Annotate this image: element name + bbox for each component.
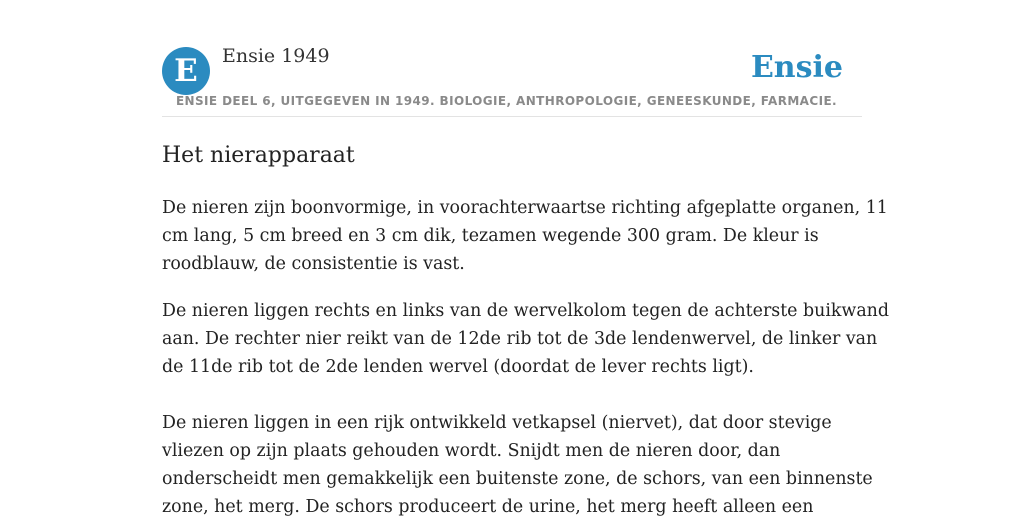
paragraph-line: De nieren liggen rechts en links van de wervelkolom tegen de achterste buikwand bbox=[162, 301, 890, 321]
paragraph-line: roodblauw, de consistentie is vast. bbox=[162, 254, 465, 274]
paragraph-3 bbox=[162, 409, 873, 521]
article-title: Het nierapparaat bbox=[162, 143, 355, 168]
paragraph-line: de 11de rib tot de 2de lenden wervel (doordat de lever rechts ligt). bbox=[162, 357, 754, 377]
paragraph-line: onderscheidt men gemakkelijk een buitenste zone, de schors, van een binnenste bbox=[162, 469, 873, 489]
paragraph-line: zone, het merg. De schors produceert de urine, het merg heeft alleen een bbox=[162, 497, 814, 517]
ensie-logo-icon[interactable]: E bbox=[162, 47, 210, 95]
paragraph-line: aan. De rechter nier reikt van de 12de rib tot de 3de lendenwervel, de linker van bbox=[162, 329, 878, 349]
edition-title-link[interactable]: Ensie 1949 bbox=[222, 45, 330, 67]
page bbox=[162, 0, 890, 521]
paragraph-line: cm lang, 5 cm breed en 3 cm dik, tezamen wegende 300 gram. De kleur is bbox=[162, 226, 819, 246]
paragraph-1 bbox=[162, 194, 888, 278]
edition-subtitle: ENSIE DEEL 6, UITGEGEVEN IN 1949. BIOLOGIE, ANTHROPOLOGIE, GENEESKUNDE, FARMACIE. bbox=[175, 94, 837, 108]
brand-link[interactable]: Ensie bbox=[750, 50, 843, 85]
site-header bbox=[162, 0, 862, 117]
paragraph-line: De nieren zijn boonvormige, in voorachterwaartse richting afgeplatte organen, 11 bbox=[162, 198, 888, 218]
paragraph-2 bbox=[162, 297, 890, 381]
article-body bbox=[162, 194, 890, 521]
paragraph-line: De nieren liggen in een rijk ontwikkeld vetkapsel (niervet), dat door stevige bbox=[162, 413, 832, 433]
paragraph-line: vliezen op zijn plaats gehouden wordt. Snijdt men de nieren door, dan bbox=[162, 441, 781, 461]
